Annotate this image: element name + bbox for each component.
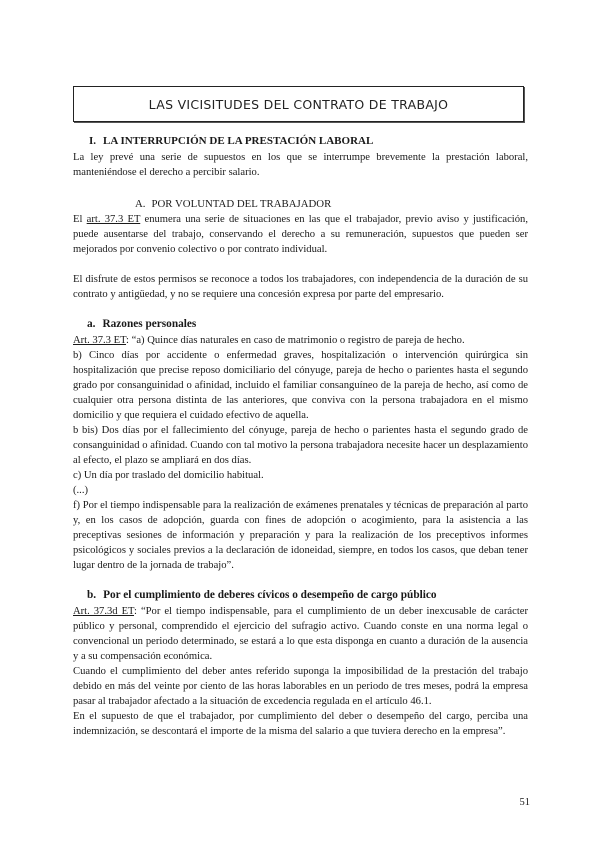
subsection-heading-deberes (73, 588, 528, 603)
subsection-number: a. (87, 318, 96, 330)
section-number: I. (89, 135, 97, 147)
page-number: 51 (519, 797, 530, 808)
subsection-number: b. (87, 589, 97, 601)
section-title: LA INTERRUPCIÓN DE LA PRESTACIÓN LABORAL (103, 135, 374, 147)
subsection-title: Por el cumplimiento de deberes cívicos o desempeño de cargo público (103, 589, 437, 601)
list-item-bbis: b bis) Dos días por el fallecimiento del cónyuge, pareja de hecho o parientes hasta el segundo grado de consanguinidad o afinidad. Cuando con tal motivo la persona trabajadora necesite hacer un desplazamiento al efecto, el plazo se ampliará en dos días. (73, 425, 528, 466)
subsection-heading-razones (73, 317, 528, 332)
document-title: LAS VICISITUDES DEL CONTRATO DE TRABAJO (148, 96, 449, 112)
ellipsis: (...) (73, 485, 89, 496)
paragraph-art373d (73, 604, 528, 664)
list-item-a (73, 333, 528, 348)
document-body (73, 134, 528, 739)
text-run: El (73, 214, 87, 225)
paragraph-indemnizacion: En el supuesto de que el trabajador, por cumplimiento del deber o desempeño del cargo, perciba una indemnización, se descontará el importe de la misma del salario a que tuviera derecho en la empresa”. (73, 711, 528, 737)
paragraph-art373 (73, 212, 528, 257)
title-box (73, 86, 524, 122)
subheading-title: POR VOLUNTAD DEL TRABAJADOR (151, 198, 332, 210)
subsection-title: Razones personales (102, 318, 197, 330)
paragraph-permisos: El disfrute de estos permisos se reconoce a todos los trabajadores, con independencia de la duración de su contrato y antigüedad, y no se requiere una concesión expresa por parte del empresario. (73, 274, 528, 300)
article-reference: art. 37.3 ET (86, 214, 141, 225)
subheading-number: A. (135, 198, 146, 210)
article-reference: Art. 37.3d ET (73, 606, 135, 617)
list-item-b: b) Cinco días por accidente o enfermedad graves, hospitalización o intervención quirúrgica sin hospitalización que precise reposo domiciliario del cónyuge, pareja de hecho o parientes hasta el segundo grado por consanguinidad o afinidad, incluido el familiar consanguíneo de la pareja de hecho, así como de cualquier otra persona distinta de las anteriores, que conviva con la persona trabajadora en el mismo domicilio y que requiera el cuidado efectivo de aquella. (73, 350, 528, 421)
paragraph-excedencia: Cuando el cumplimiento del deber antes referido suponga la imposibilidad de la prestación del trabajo debido en más del veinte por ciento de las horas laborables en un periodo de tres meses, podrá la empresa pasar al trabajador afectado a la situación de excedencia regulada en el artículo 46.1. (73, 666, 528, 707)
list-item-f: f) Por el tiempo indispensable para la realización de exámenes prenatales y técnicas de preparación al parto y, en los casos de adopción, guarda con fines de adopción o acogimiento, para la asistencia a las preceptivas sesiones de información y preparación y para la realización de los preceptivos informes psicológicos y sociales previos a la declaración de idoneidad, siempre, en todos los casos, que deban tener lugar dentro de la jornada de trabajo”. (73, 500, 528, 571)
text-run: : “a) Quince días naturales en caso de matrimonio o registro de pareja de hecho. (126, 335, 465, 346)
list-item-c: c) Un día por traslado del domicilio habitual. (73, 470, 264, 481)
section-heading-1 (73, 134, 528, 149)
section-intro: La ley prevé una serie de supuestos en los que se interrumpe brevemente la prestación laboral, manteniéndose el derecho a percibir salario. (73, 152, 528, 178)
text-run: enumera una serie de situaciones en las que el trabajador, previo aviso y justificación, puede ausentarse del trabajo, conservando el derecho a su remuneración, supuestos que pueden ser mejorados por convenio colectivo o por contrato individual. (73, 214, 528, 255)
article-reference: Art. 37.3 ET (73, 335, 127, 346)
text-run: : “Por el tiempo indispensable, para el cumplimiento de un deber inexcusable de carácter público y personal, comprendido el ejercicio del sufragio activo. Cuando conste en una norma legal o convencional un periodo determinado, se estará a lo que esta disponga en cuanto a duración de la ausencia y a su compensación económica. (73, 606, 528, 662)
subheading-a (73, 197, 528, 212)
